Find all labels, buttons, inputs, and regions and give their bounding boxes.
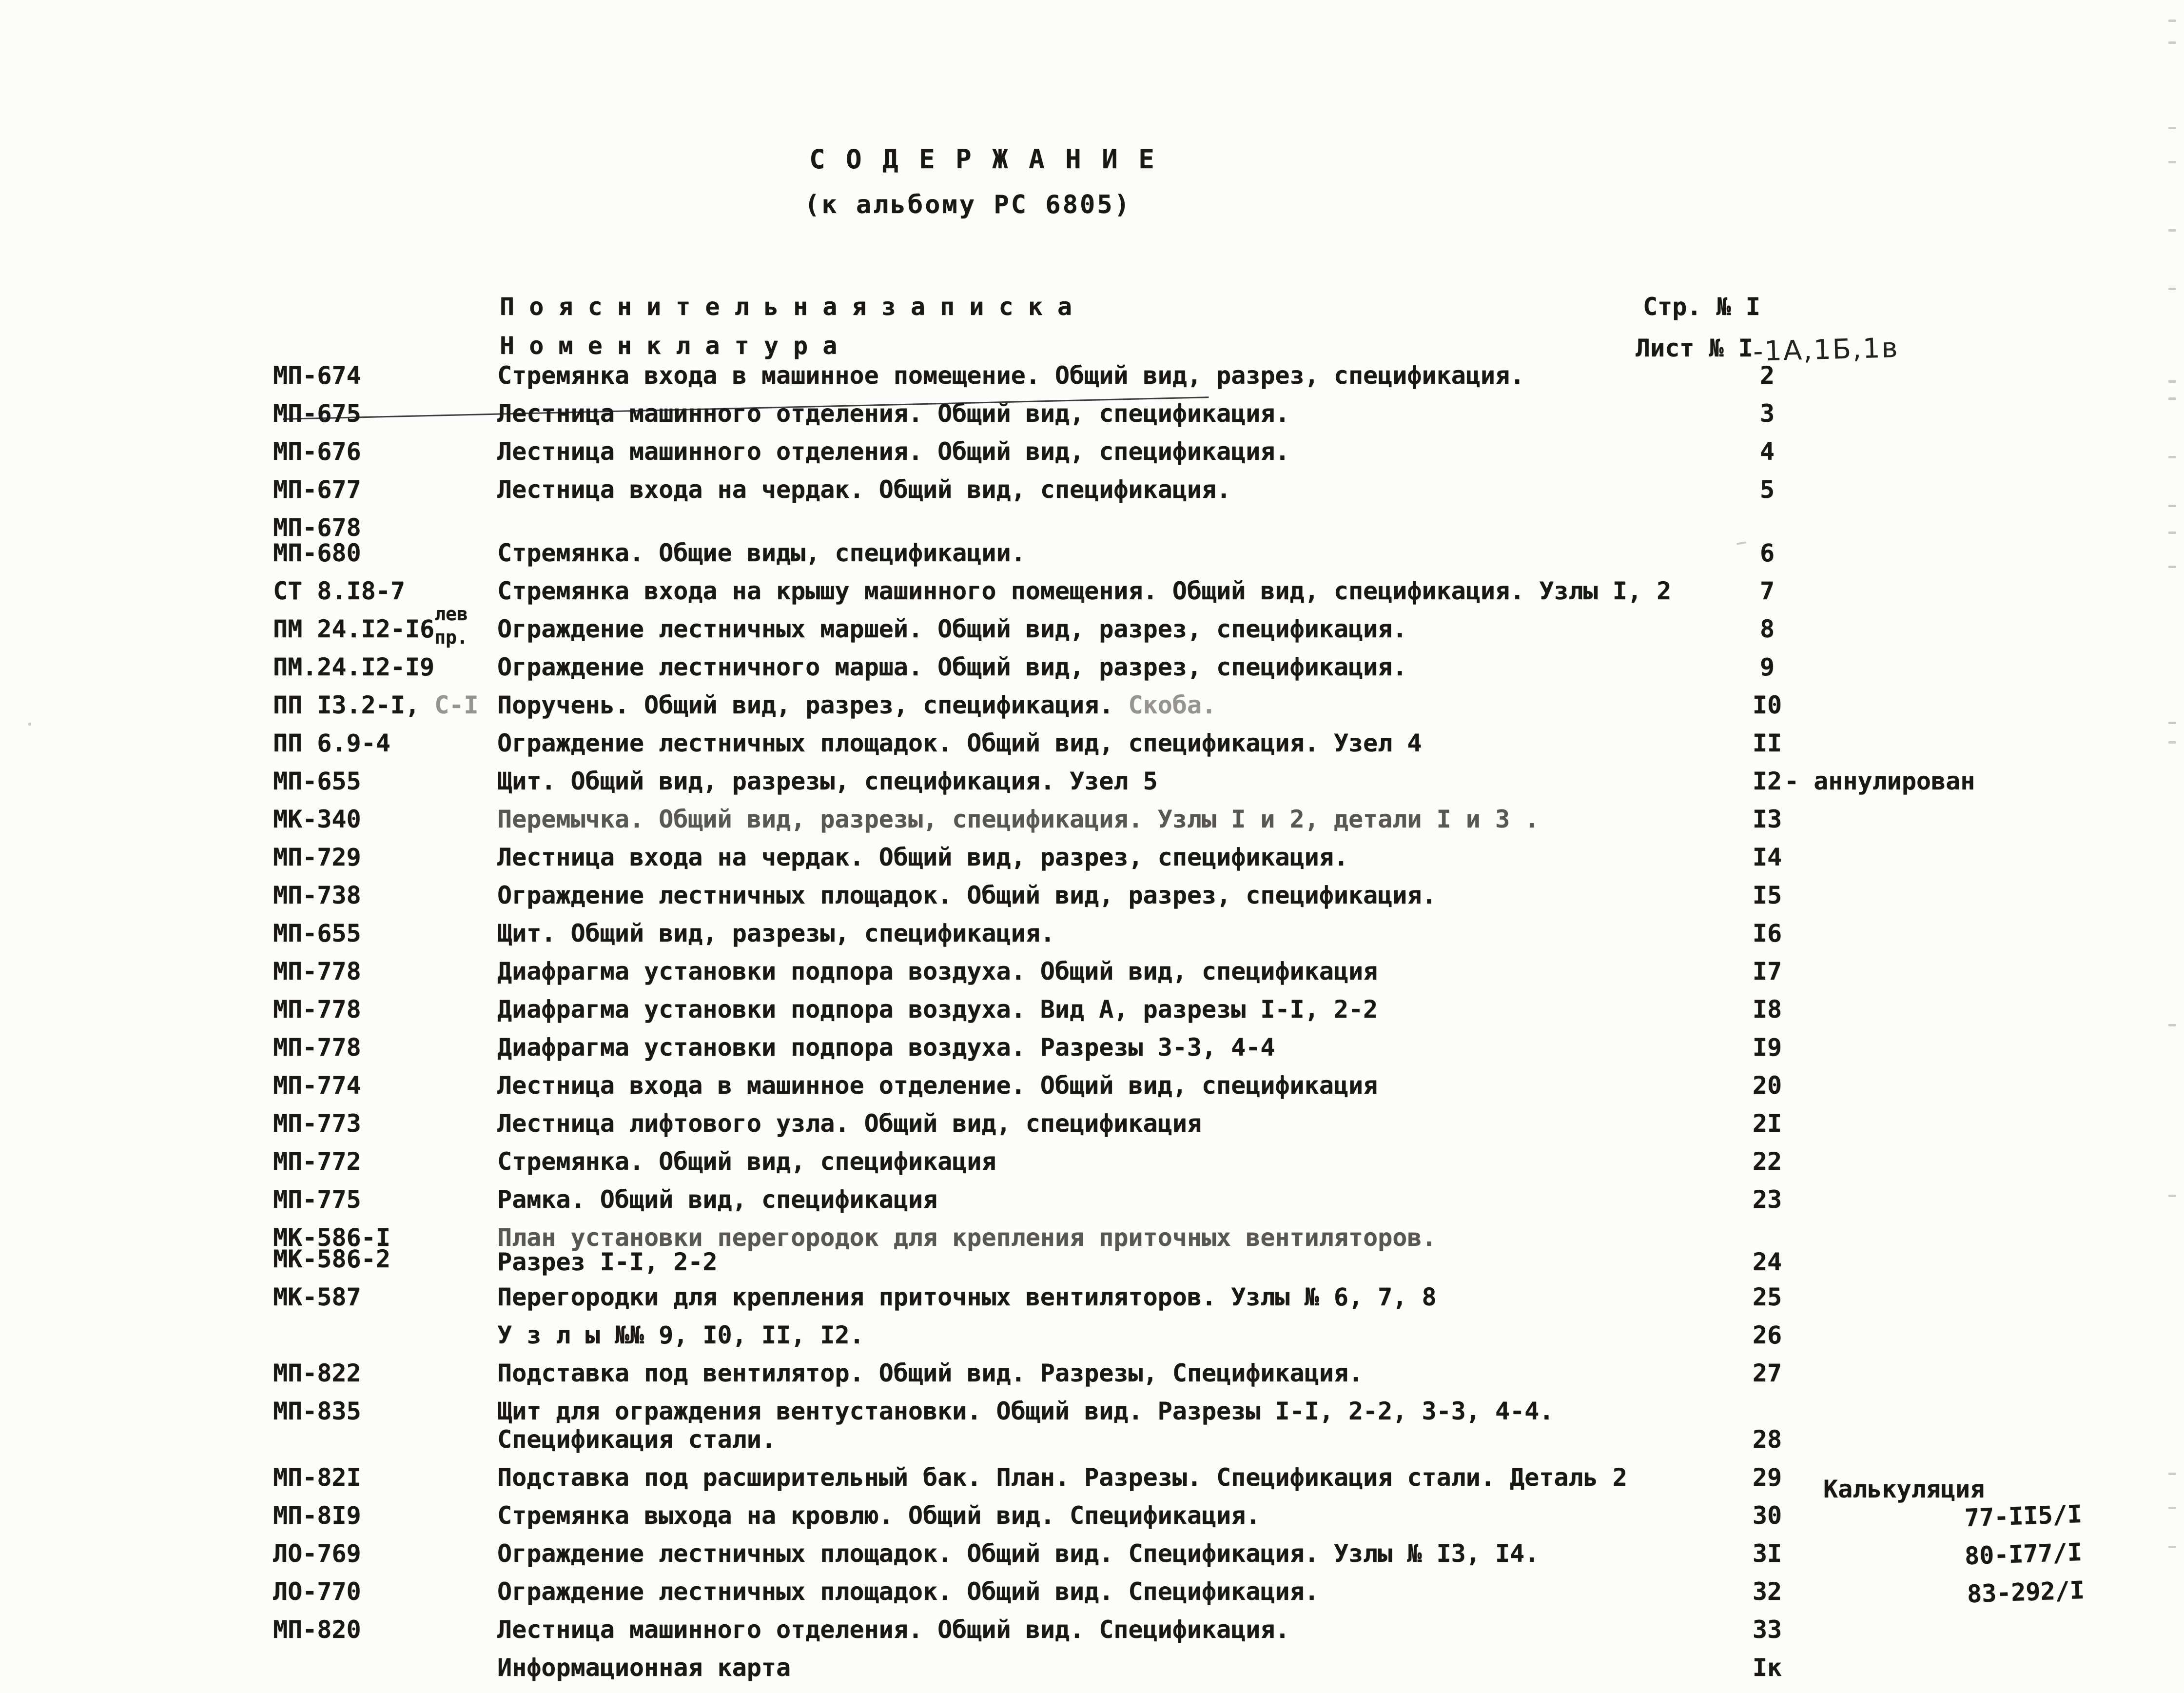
text-segment: Лестница входа в машинное отделение. Общий вид, спецификация (497, 1071, 1378, 1100)
scan-edge-mark (2168, 1507, 2176, 1509)
toc-row-page-number: I8 (1752, 995, 1782, 1024)
toc-row (268, 1577, 2184, 1615)
toc-row-page-number: I7 (1752, 957, 1782, 985)
text-segment: Лестница лифтового узла. Общий вид, спецификация (497, 1109, 1202, 1138)
text-segment: Диафрагма установки подпора воздуха. Разрезы 3-3, 4-4 (497, 1033, 1275, 1062)
toc-row-code-text (273, 1071, 361, 1100)
toc-row (268, 1653, 2184, 1691)
toc-row-description (497, 843, 1348, 872)
toc-row-page-number: I9 (1752, 1033, 1782, 1062)
toc-row-code (273, 690, 478, 720)
toc-row-code (273, 767, 361, 796)
toc-row-code (273, 1244, 390, 1274)
toc-row-page-number: 26 (1752, 1321, 1782, 1349)
toc-row-code-text (273, 475, 361, 504)
text-segment: МП-675 (273, 399, 361, 428)
toc-row (268, 1109, 2184, 1147)
toc-row-description (497, 805, 1539, 834)
toc-row-code (273, 1147, 361, 1176)
toc-row-code (273, 919, 361, 948)
toc-row-code-text (273, 1358, 361, 1388)
text-segment: МП-674 (273, 361, 361, 390)
text-segment: Лестница машинного отделения. Общий вид. Спецификация. (497, 1615, 1290, 1644)
toc-row-code-text (273, 728, 390, 758)
toc-row-page-number: 2 (1759, 361, 1775, 390)
toc-row-code-text (273, 1397, 361, 1426)
toc-row (268, 1071, 2184, 1109)
toc-row (268, 603, 2184, 652)
toc-row-description (497, 576, 1671, 606)
text-segment: МК-587 (273, 1283, 361, 1311)
toc-row-description (497, 1071, 1378, 1100)
text-segment: МП-835 (273, 1397, 361, 1425)
toc-row (268, 690, 2184, 728)
toc-row-description (497, 1282, 1437, 1312)
calc-note-item: 77-II5/I (1964, 1499, 2083, 1533)
text-segment: МП-655 (273, 767, 361, 795)
toc-row-description (497, 1320, 864, 1350)
text-segment-faint: С-I (420, 691, 479, 719)
toc-row-code-text (273, 1501, 361, 1530)
toc-row (268, 1282, 2184, 1320)
scan-edge-mark (2168, 722, 2176, 724)
text-segment: Ограждение лестничного марша. Общий вид, разрез, спецификация. (497, 653, 1407, 681)
toc-row-code-text (273, 1033, 361, 1062)
toc-row (268, 361, 2184, 399)
toc-row-code-text (273, 652, 434, 682)
header-sheet-ref-handwritten: -1А,1Б,1в (1753, 332, 1900, 368)
text-segment: Стремянка. Общие виды, спецификации. (497, 539, 1026, 567)
text-segment: Стремянка входа на крышу машинного помещения. Общий вид, спецификация. Узлы I, 2 (497, 577, 1672, 605)
text-segment: У з л ы №№ 9, I0, II, I2. (497, 1321, 864, 1349)
toc-row-code (273, 1577, 361, 1606)
toc-row-code (273, 603, 468, 648)
toc-row-code-text (273, 603, 468, 648)
toc-row-code-text (273, 1109, 361, 1138)
toc-row-code-text (273, 538, 361, 568)
toc-row-code (273, 1501, 361, 1530)
text-segment: МП-655 (273, 919, 361, 947)
toc-row-page-number: 8 (1759, 615, 1775, 643)
toc-row-code-text (273, 881, 361, 910)
toc-row-code (273, 1033, 361, 1062)
toc-row-code (273, 652, 434, 682)
toc-row (268, 399, 2184, 437)
toc-row (268, 728, 2184, 767)
toc-row (268, 652, 2184, 690)
toc-row-code (273, 1071, 361, 1100)
toc-row-page-number: 3I (1752, 1539, 1782, 1568)
toc-row-description (497, 919, 1055, 948)
text-segment: Информационная карта (497, 1654, 791, 1682)
toc-row-page-number: 32 (1752, 1577, 1782, 1606)
text-segment: ЛО-769 (273, 1539, 361, 1568)
toc-row-code-text (273, 805, 361, 834)
text-segment: МП-772 (273, 1147, 361, 1176)
toc-row-code-text (273, 576, 405, 606)
text-segment: Лестница машинного отделения. Общий вид, спецификация. (497, 437, 1290, 466)
toc-row (268, 513, 2184, 576)
toc-row (268, 995, 2184, 1033)
text-segment: МК-586-I (273, 1223, 390, 1252)
toc-row-description (497, 767, 1158, 796)
text-segment: Рамка. Общий вид, спецификация (497, 1185, 938, 1214)
toc-row-code-text (273, 361, 361, 390)
text-segment: Лестница входа на чердак. Общий вид, разрез, спецификация. (497, 843, 1348, 871)
toc-row (268, 1185, 2184, 1223)
toc-row-description (497, 1109, 1202, 1138)
scan-edge-mark (2168, 380, 2176, 383)
toc-row-code-text (273, 1147, 361, 1176)
toc-row-page-number: 6 (1759, 539, 1775, 567)
text-segment: Подставка под расширительный бак. План. Разрезы. Спецификация стали. Деталь 2 (497, 1463, 1627, 1492)
toc-row-page-number: Iк (1752, 1654, 1782, 1682)
toc-row-description (497, 1358, 1363, 1388)
text-segment: МП-774 (273, 1071, 361, 1100)
toc-row-description (497, 538, 1026, 568)
toc-row-code (273, 957, 361, 986)
text-segment: МП-775 (273, 1185, 361, 1214)
toc-row-code-text (273, 1577, 361, 1606)
toc-row-code (273, 361, 361, 390)
toc-row-code (273, 728, 390, 758)
toc-row-description (497, 1539, 1539, 1568)
toc-row-code (273, 1463, 361, 1492)
toc-row-code-text (273, 1539, 361, 1568)
text-segment: Щит. Общий вид, разрезы, спецификация. (497, 919, 1055, 947)
scan-edge-mark (2168, 566, 2176, 568)
calc-note-label: Калькуляция (1823, 1475, 1985, 1503)
scan-artifact-dot (28, 723, 31, 726)
toc-row (268, 919, 2184, 957)
toc-row-code-text (273, 995, 361, 1024)
toc-row (268, 881, 2184, 919)
text-segment: ПМ 24.I2-I6 (273, 615, 435, 643)
text-segment: МП-82I (273, 1463, 361, 1492)
header-page-ref: Стр. № I (1643, 293, 1760, 321)
toc-row (268, 576, 2184, 614)
toc-row-description (497, 1463, 1627, 1492)
text-segment: Стремянка. Общий вид, спецификация (497, 1147, 996, 1176)
text-segment: Ограждение лестничных площадок. Общий вид. Спецификация. (497, 1577, 1319, 1606)
toc-row-description (497, 475, 1231, 504)
toc-row-code (273, 475, 361, 504)
text-segment: Подставка под вентилятор. Общий вид. Разрезы, Спецификация. (497, 1359, 1364, 1387)
scan-edge-mark (2168, 1473, 2176, 1475)
header-sheet-ref (1636, 332, 1900, 368)
toc-row-code (273, 1397, 361, 1426)
toc-row-page-number: I0 (1752, 691, 1782, 719)
page-subtitle: (к альбому РС 6805) (804, 190, 1131, 219)
toc-row-page-number: 25 (1752, 1283, 1782, 1311)
toc-row-page-number: 3 (1759, 399, 1775, 428)
toc-row-page-number: 2I (1752, 1109, 1782, 1138)
scan-edge-mark (2168, 127, 2176, 129)
toc-row-description (497, 1577, 1319, 1606)
toc-row (268, 843, 2184, 881)
toc-row-code-text (273, 919, 361, 948)
toc-row (268, 767, 2184, 805)
toc-row-code-text (273, 437, 361, 466)
scan-edge-mark (2168, 1024, 2176, 1026)
text-segment: Спецификация стали. (497, 1425, 776, 1454)
text-segment: МП-778 (273, 1033, 361, 1062)
toc-row-page-number: 9 (1759, 653, 1775, 681)
page-title: С О Д Е Р Ж А Н И Е (809, 144, 1157, 175)
toc-row (268, 1358, 2184, 1397)
toc-row-code-text (273, 513, 361, 542)
toc-row-page-number: 4 (1759, 437, 1775, 466)
toc-row-code-text (273, 1185, 361, 1214)
toc-row-description (497, 361, 1524, 390)
scan-edge-mark (2168, 20, 2176, 22)
toc-row-code (273, 513, 361, 542)
header-nomenclature: Н о м е н к л а т у р а (500, 332, 838, 360)
toc-row-description (497, 614, 1407, 644)
toc-row-page-number: 24 (1752, 1248, 1782, 1276)
text-segment-faint: Перемычка. Общий вид, разрезы, спецификация. Узлы I и 2, детали I и 3 . (497, 805, 1540, 833)
toc-row-code-text (273, 399, 361, 428)
toc-row-description (497, 1397, 1554, 1426)
toc-row-page-number: 7 (1759, 577, 1775, 605)
text-segment: Ограждение лестничных площадок. Общий вид, спецификация. Узел 4 (497, 729, 1422, 757)
toc-row-description (497, 652, 1407, 682)
text-segment: МП-8I9 (273, 1501, 361, 1530)
toc-row (268, 475, 2184, 513)
toc-row-code (273, 1358, 361, 1388)
text-segment: МП-729 (273, 843, 361, 871)
text-segment: МП-677 (273, 475, 361, 504)
scan-edge-mark (2168, 741, 2176, 744)
scan-edge-mark (2168, 41, 2176, 44)
toc-row-page-number: I6 (1752, 919, 1782, 947)
text-segment: МК-586-2 (273, 1245, 390, 1273)
toc-row (268, 1501, 2184, 1539)
text-segment: ПМ.24.I2-I9 (273, 653, 435, 681)
toc-row-code (273, 538, 361, 568)
text-segment: Стремянка выхода на кровлю. Общий вид. Спецификация. (497, 1501, 1261, 1530)
text-segment: МП-778 (273, 957, 361, 985)
scan-edge-mark (2168, 288, 2176, 290)
toc-row (268, 1539, 2184, 1577)
toc-row-code (273, 1185, 361, 1214)
toc-row-page-number: I4 (1752, 843, 1782, 871)
toc-row (268, 1147, 2184, 1185)
toc-row (268, 805, 2184, 843)
toc-row-page-number: 20 (1752, 1071, 1782, 1100)
toc-row-description (497, 690, 1216, 720)
toc-row-page-number: 28 (1752, 1425, 1782, 1454)
toc-row-description (497, 1147, 996, 1176)
scan-edge-mark (2168, 161, 2176, 163)
scan-edge-mark (2168, 532, 2176, 534)
text-segment: Диафрагма установки подпора воздуха. Вид А, разрезы I-I, 2-2 (497, 995, 1378, 1024)
text-segment: Стремянка входа в машинное помещение. Общий вид, разрез, спецификация. (497, 361, 1525, 390)
toc-row-page-number: I5 (1752, 881, 1782, 909)
toc-row (268, 1397, 2184, 1463)
text-segment: МП-676 (273, 437, 361, 466)
toc-row-code (273, 995, 361, 1024)
toc-row-description (497, 995, 1378, 1024)
scan-edge-mark (2168, 397, 2176, 400)
toc-row-description (497, 957, 1378, 986)
text-segment-faint: План установки перегородок для крепления приточных вентиляторов. (497, 1223, 1437, 1252)
text-segment: Лестница машинного отделения. Общий вид, спецификация. (497, 399, 1290, 428)
toc-row-description (497, 437, 1290, 466)
toc-row-code (273, 1539, 361, 1568)
text-segment: Щит. Общий вид, разрезы, спецификация. Узел 5 (497, 767, 1158, 795)
toc-row-page-number: 30 (1752, 1501, 1782, 1530)
toc-row-annotation: - аннулирован (1784, 767, 1975, 795)
toc-row (268, 437, 2184, 475)
scan-edge-mark (2168, 1195, 2176, 1197)
text-segment: Перегородки для крепления приточных вентиляторов. Узлы № 6, 7, 8 (497, 1283, 1437, 1311)
toc-row-code (273, 1109, 361, 1138)
text-segment: МК-340 (273, 805, 361, 833)
text-segment: ПП I3.2-I, (273, 691, 420, 719)
scan-edge-mark (2168, 1546, 2176, 1548)
text-segment: Ограждение лестничных маршей. Общий вид, разрез, спецификация. (497, 615, 1407, 643)
toc-row-page-number: 29 (1752, 1463, 1782, 1492)
toc-row-page-number: 23 (1752, 1185, 1782, 1214)
text-segment: МП-822 (273, 1359, 361, 1387)
text-segment: МП-773 (273, 1109, 361, 1138)
text-segment: Разрез I-I, 2-2 (497, 1248, 718, 1276)
toc-row-code-text (273, 1244, 390, 1274)
text-segment: ЛО-770 (273, 1577, 361, 1606)
text-segment: МП-680 (273, 539, 361, 567)
toc-row-code (273, 1615, 361, 1644)
text-segment: МП-778 (273, 995, 361, 1024)
toc-row-description (497, 1185, 937, 1214)
toc-row-description (497, 881, 1437, 910)
toc-row-code-text (273, 767, 361, 796)
toc-row-code (273, 843, 361, 872)
toc-row (268, 1320, 2184, 1358)
text-segment: МП-738 (273, 881, 361, 909)
calc-note-item: 80-I77/I (1964, 1537, 2083, 1571)
toc-row-page-number: I3 (1752, 805, 1782, 833)
text-segment: Лестница входа на чердак. Общий вид, спецификация. (497, 475, 1231, 504)
toc-row-code (273, 399, 361, 428)
toc-row (268, 1615, 2184, 1653)
toc-row-page-number: II (1752, 729, 1782, 757)
toc-row-code-text (273, 1615, 361, 1644)
toc-row (268, 1033, 2184, 1071)
toc-row-page-number: 27 (1752, 1359, 1782, 1387)
calc-note-item: 83-292/I (1967, 1575, 2085, 1609)
toc-row-page-number: 33 (1752, 1615, 1782, 1644)
toc-row-description (497, 1653, 791, 1682)
toc-row-page-number: 5 (1759, 475, 1775, 504)
text-segment: Диафрагма установки подпора воздуха. Общий вид, спецификация (497, 957, 1378, 985)
toc-row-description (497, 1615, 1290, 1644)
toc-row-code-text (273, 690, 478, 720)
text-segment: СТ 8.I8-7 (273, 577, 405, 605)
toc-row-description (497, 1247, 718, 1277)
toc-row-code-text (273, 1463, 361, 1492)
toc-row-code (273, 881, 361, 910)
code-subscript: пр. (434, 627, 468, 648)
toc-row-description (497, 1425, 776, 1454)
text-segment: МП-678 (273, 513, 361, 542)
text-segment: ПП 6.9-4 (273, 729, 390, 757)
header-sheet-ref-typed: Лист № I (1636, 334, 1753, 362)
toc-row-code (273, 805, 361, 834)
toc-row-description (497, 399, 1290, 428)
toc-row (268, 957, 2184, 995)
text-segment-faint: Скоба. (1128, 691, 1217, 719)
code-superscript: лев (434, 603, 468, 625)
text-segment: Щит для ограждения вентустановки. Общий вид. Разрезы I-I, 2-2, 3-3, 4-4. (497, 1397, 1554, 1425)
text-segment: Поручень. Общий вид, разрез, спецификация. (497, 691, 1129, 719)
text-segment: Ограждение лестничных площадок. Общий вид. Спецификация. Узлы № I3, I4. (497, 1539, 1540, 1568)
header-explanatory-note: П о я с н и т е л ь н а я з а п и с к а (500, 293, 1072, 321)
toc-row-code (273, 437, 361, 466)
toc-row-code (273, 576, 405, 606)
toc-row-page-number: 22 (1752, 1147, 1782, 1176)
text-segment: Ограждение лестничных площадок. Общий вид, разрез, спецификация. (497, 881, 1437, 909)
scan-edge-mark (2168, 456, 2176, 458)
toc-row-description (497, 1501, 1260, 1530)
toc-row-page-number: I2 (1752, 767, 1782, 795)
toc-row-code-text (273, 957, 361, 986)
toc-row-description (497, 1033, 1275, 1062)
toc-row-code-text (273, 843, 361, 872)
scan-edge-mark (2168, 505, 2176, 507)
scan-edge-mark (2168, 229, 2176, 232)
toc-row-description (497, 728, 1422, 758)
text-segment: МП-820 (273, 1615, 361, 1644)
